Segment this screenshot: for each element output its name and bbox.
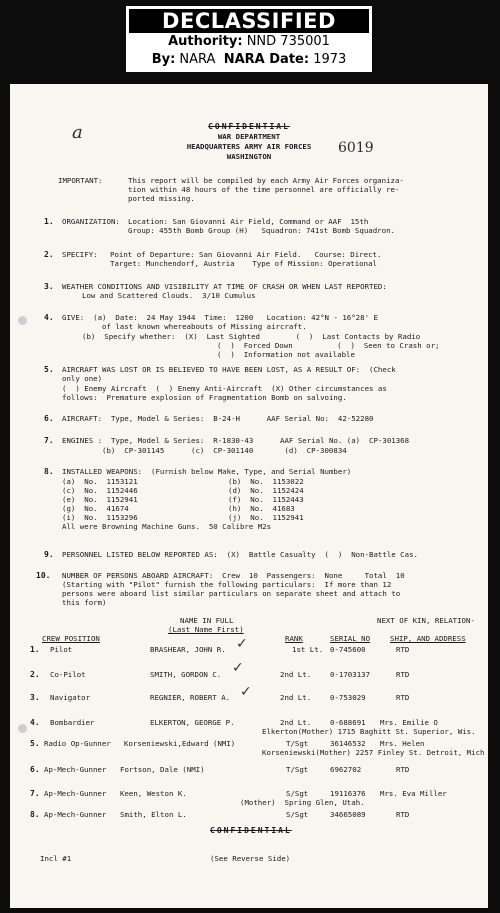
crew-row-number: 6.	[30, 765, 40, 774]
specify-line-2: Target: Munchendorf, Austria Type of Mission: Operational	[110, 259, 377, 268]
crew-name: Smith, Elton L.	[120, 810, 187, 819]
stamp-authority: Authority: NND 735001	[168, 34, 330, 49]
next-of-kin-address: (Mother) Spring Glen, Utah.	[240, 798, 365, 807]
declassified-stamp	[126, 6, 372, 72]
next-of-kin-address: Elkerton(Mother) 1715 Baghitt St. Superior, Wis.	[262, 727, 476, 736]
crew-name: SMITH, GORDON C.	[150, 670, 222, 679]
weapon-serial: (b) No. 1153022	[228, 477, 304, 486]
crew-name: ELKERTON, GEORGE P.	[150, 718, 235, 727]
classification-top: CONFIDENTIAL	[208, 122, 290, 131]
weapon-serial: (a) No. 1153121	[62, 477, 138, 486]
column-crew-position: CREW POSITION	[42, 634, 100, 643]
item-number: 3.	[44, 282, 54, 291]
crew-row-number: 5.	[30, 739, 40, 748]
column-kin-top: NEXT OF KIN, RELATION-	[377, 616, 475, 625]
crew-row-number: 2.	[30, 670, 40, 679]
crew-row-number: 3.	[30, 693, 40, 702]
lost-line-2: only one)	[62, 374, 103, 383]
persons-line-3: persons were aboard list similar particulars on separate sheet and attach to	[62, 589, 401, 598]
check-mark-icon: ✓	[240, 684, 252, 700]
weapon-serial: (h) No. 41683	[228, 504, 295, 513]
give-line-5: ( ) Information not available	[217, 350, 355, 359]
organization-label: ORGANIZATION:	[62, 217, 120, 226]
crew-rank: 1st Lt.	[292, 645, 324, 654]
city-line: WASHINGTON	[226, 152, 272, 161]
stamp-title: DECLASSIFIED	[129, 9, 369, 33]
crew-serial: 0-688691	[330, 718, 366, 727]
crew-name: Korseniewski,Edward (NMI)	[124, 739, 236, 748]
weapon-serial: (f) No. 1152443	[228, 495, 304, 504]
crew-serial: 34665089	[330, 810, 366, 819]
column-name-top: NAME IN FULL	[180, 616, 234, 625]
lost-line-4: follows: Premature explosion of Fragmentation Bomb on salvoing.	[62, 393, 347, 402]
weapons-heading: INSTALLED WEAPONS: (Furnish below Make, Type, and Serial Number)	[62, 467, 352, 476]
crew-position: Ap-Mech-Gunner	[44, 789, 107, 798]
classification-bottom: CONFIDENTIAL	[210, 826, 292, 835]
item-number: 7.	[44, 436, 54, 445]
department-line: WAR DEPARTMENT	[217, 132, 281, 141]
crew-row-number: 7.	[30, 789, 40, 798]
specify-line-1: Point of Departure: San Giovanni Air Field. Course: Direct.	[110, 250, 382, 259]
document-number: 6019	[338, 140, 374, 156]
weather-line-2: Low and Scattered Clouds. 3/10 Cumulus	[82, 291, 256, 300]
crew-status: Mrs. Emilie O	[380, 718, 438, 727]
give-line-3: (b) Specify whether: (X) Last Sighted ( ) Last Contacts by Radio	[82, 332, 421, 341]
corner-handwritten-mark: a	[72, 122, 83, 143]
crew-status: RTD	[396, 645, 410, 654]
weapon-serial: (g) No. 41674	[62, 504, 129, 513]
engines-line-2: (b) CP-301145 (c) CP-301140 (d) CP-300834	[102, 446, 347, 455]
crew-row-number: 4.	[30, 718, 40, 727]
crew-status: Mrs. Eva Miller	[380, 789, 447, 798]
give-line-1: GIVE: (a) Date: 24 May 1944 Time: 1200 Location: 42°N - 16°28' E	[62, 313, 378, 322]
item-number: 8.	[44, 467, 54, 476]
crew-serial: 0-1703137	[330, 670, 371, 679]
crew-position: Pilot	[50, 645, 73, 654]
crew-status: Mrs. Helen	[380, 739, 425, 748]
punch-hole	[18, 316, 27, 325]
crew-rank: S/Sgt	[286, 810, 309, 819]
crew-name: Keen, Weston K.	[120, 789, 187, 798]
weather-line-1: WEATHER CONDITIONS AND VISIBILITY AT TIME OF CRASH OR WHEN LAST REPORTED:	[62, 282, 387, 291]
crew-serial: 36146532	[330, 739, 366, 748]
column-name-bottom: (Last Name First)	[168, 625, 244, 634]
crew-status: RTD	[396, 765, 410, 774]
crew-rank: 2nd Lt.	[280, 693, 312, 702]
specify-label: SPECIFY:	[62, 250, 98, 259]
crew-rank: 2nd Lt.	[280, 670, 312, 679]
crew-serial: 6962702	[330, 765, 362, 774]
engines-line-1: ENGINES : Type, Model & Series: R-1830-43 AAF Serial No. (a) CP-301368	[62, 436, 410, 445]
crew-position: Navigator	[50, 693, 91, 702]
weapon-serial: (d) No. 1152424	[228, 486, 304, 495]
see-reverse-note: (See Reverse Side)	[210, 854, 291, 863]
crew-serial: 19116376	[330, 789, 366, 798]
item-number: 10.	[36, 571, 51, 580]
lost-line-3: ( ) Enemy Aircraft ( ) Enemy Anti-Aircraft (X) Other circumstances as	[62, 384, 387, 393]
crew-position: Ap-Mech-Gunner	[44, 765, 107, 774]
important-text-3: ported missing.	[128, 194, 195, 203]
crew-row-number: 8.	[30, 810, 40, 819]
important-text-2: tion within 48 hours of the time personnel are officially re-	[128, 185, 400, 194]
crew-position: Bombardier	[50, 718, 95, 727]
next-of-kin-address: Korseniewski(Mother) 2257 Finley St. Detroit, Mich	[262, 748, 485, 757]
give-line-2: of last known whereabouts of Missing aircraft.	[102, 322, 307, 331]
weapon-serial: (c) No. 1152446	[62, 486, 138, 495]
check-mark-icon: ✓	[236, 636, 248, 652]
crew-name: BRASHEAR, JOHN R.	[150, 645, 226, 654]
item-number: 5.	[44, 365, 54, 374]
crew-serial: 0-745600	[330, 645, 366, 654]
personnel-line: PERSONNEL LISTED BELOW REPORTED AS: (X) Battle Casualty ( ) Non-Battle Cas.	[62, 550, 418, 559]
important-label: IMPORTANT:	[58, 176, 103, 185]
item-number: 4.	[44, 313, 54, 322]
lost-line-1: AIRCRAFT WAS LOST OR IS BELIEVED TO HAVE BEEN LOST, AS A RESULT OF: (Check	[62, 365, 396, 374]
organization-line-1: Location: San Giovanni Air Field, Command or AAF 15th	[128, 217, 369, 226]
item-number: 6.	[44, 414, 54, 423]
weapon-serial: (e) No. 1152941	[62, 495, 138, 504]
crew-position: Co-Pilot	[50, 670, 86, 679]
give-line-4: ( ) Forced Down ( ) Seen to Crash or;	[217, 341, 440, 350]
crew-status: RTD	[396, 670, 410, 679]
stamp-by: By: NARA NARA Date: 1973	[151, 52, 347, 67]
crew-rank: T/Sgt	[286, 739, 309, 748]
crew-serial: 0-753029	[330, 693, 366, 702]
crew-status: RTD	[396, 693, 410, 702]
persons-line-2: (Starting with "Pilot" furnish the following particulars: If more than 12	[62, 580, 392, 589]
column-serial: SERIAL NO	[330, 634, 371, 643]
crew-position: Ap-Mech-Gunner	[44, 810, 107, 819]
crew-rank: T/Sgt	[286, 765, 309, 774]
item-number: 2.	[44, 250, 54, 259]
weapon-serial: (i) No. 1153296	[62, 513, 138, 522]
column-rank: RANK	[285, 634, 303, 643]
organization-line-2: Group: 455th Bomb Group (H) Squadron: 741st Bomb Squadron.	[128, 226, 395, 235]
weapons-note: All were Browning Machine Guns. 50 Calibre M2s	[62, 522, 272, 531]
crew-position: Radio Op-Gunner	[44, 739, 111, 748]
crew-rank: 2nd Lt.	[280, 718, 312, 727]
column-kin-bottom: SHIP, AND ADDRESS	[390, 634, 466, 643]
crew-name: Fortson, Dale (NMI)	[120, 765, 205, 774]
persons-line-4: this form)	[62, 598, 107, 607]
important-text-1: This report will be compiled by each Army Air Forces organiza-	[128, 176, 404, 185]
headquarters-line: HEADQUARTERS ARMY AIR FORCES	[186, 142, 312, 151]
item-number: 1.	[44, 217, 54, 226]
punch-hole	[18, 724, 27, 733]
item-number: 9.	[44, 550, 54, 559]
crew-rank: S/Sgt	[286, 789, 309, 798]
weapon-serial: (j) No. 1152941	[228, 513, 304, 522]
document-page	[10, 84, 488, 908]
aircraft-line: AIRCRAFT: Type, Model & Series: B-24-H AAF Serial No: 42-52280	[62, 414, 374, 423]
check-mark-icon: ✓	[232, 660, 244, 676]
persons-line-1: NUMBER OF PERSONS ABOARD AIRCRAFT: Crew 10 Passengers: None Total 10	[62, 571, 405, 580]
inclosure-label: Incl #1	[40, 854, 72, 863]
crew-name: REGNIER, ROBERT A.	[150, 693, 231, 702]
crew-row-number: 1.	[30, 645, 40, 654]
crew-status: RTD	[396, 810, 410, 819]
